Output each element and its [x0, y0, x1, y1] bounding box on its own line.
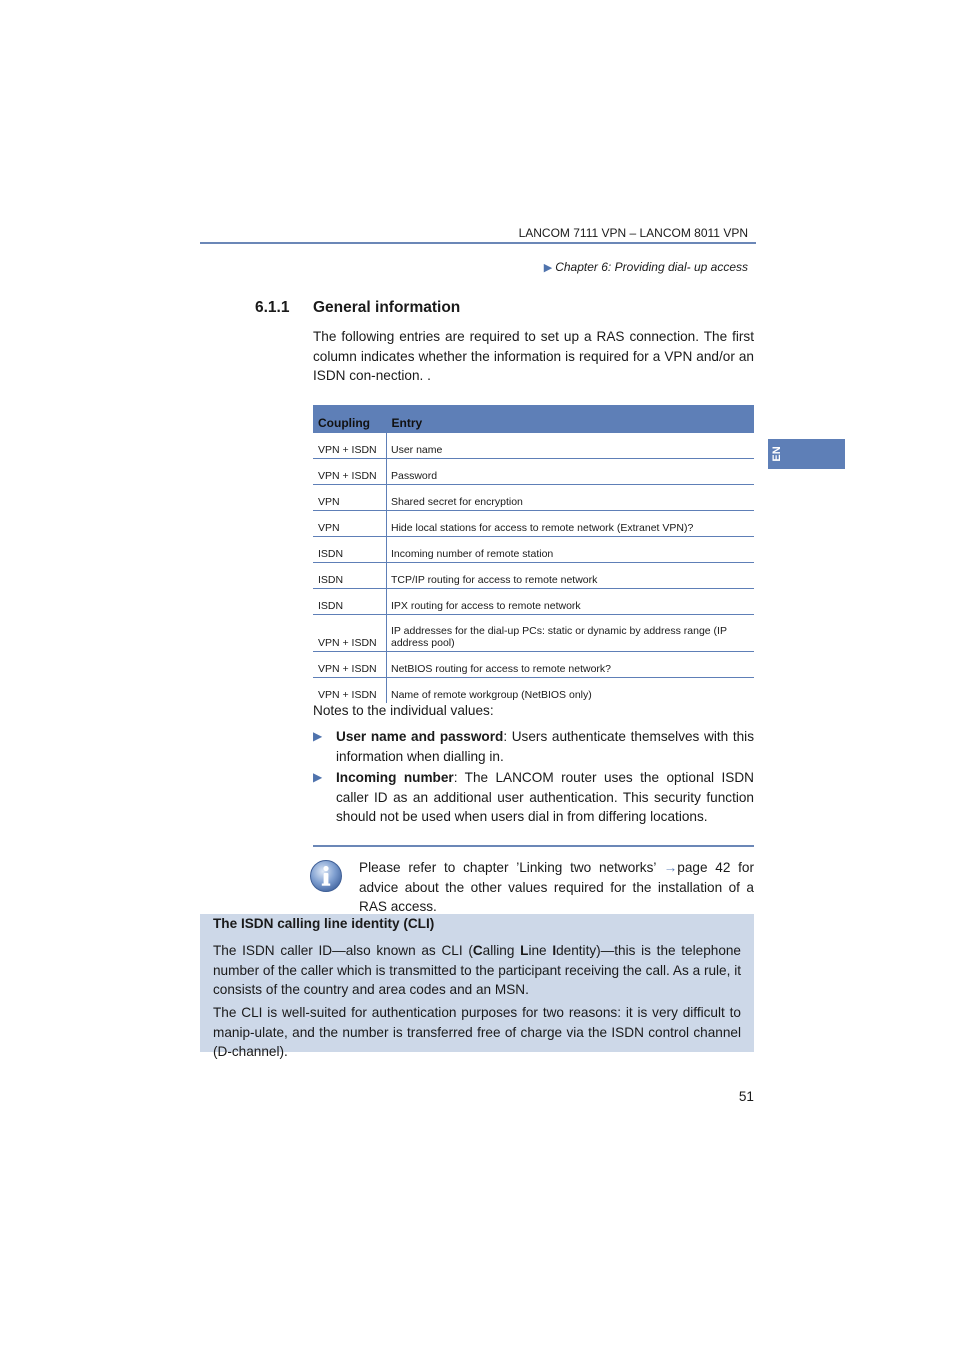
table-row: [313, 511, 754, 537]
info-text-before: Please refer to chapter ’Linking two networks’: [359, 860, 664, 875]
table-row: [313, 678, 754, 704]
table-row: [313, 563, 754, 589]
notes-label: Notes to the individual values:: [313, 703, 494, 718]
bullet-triangle-icon: ▶: [313, 729, 323, 743]
table-row: [313, 615, 754, 652]
table-row: [313, 652, 754, 678]
cli-acronym-letter: C: [472, 943, 483, 958]
cell-coupling: VPN: [313, 485, 387, 511]
table-row: [313, 589, 754, 615]
cell-entry: TCP/IP routing for access to remote network: [387, 563, 755, 589]
cell-entry: Password: [387, 459, 755, 485]
cell-entry: NetBIOS routing for access to remote network?: [387, 652, 755, 678]
section-number: 6.1.1: [255, 299, 290, 316]
cli-acronym-letter: I: [552, 943, 557, 958]
header-rule: [200, 242, 756, 244]
chapter-reference: [480, 260, 748, 274]
note-term: Incoming number: [336, 770, 454, 785]
cli-paragraph-2: The CLI is well-suited for authentication purposes for two reasons: it is very difficult to manip-ulate, and the number is transferred free of charge via the ISDN control channel (D-channel).: [213, 1005, 741, 1059]
info-icon: [309, 859, 343, 893]
table-row: [313, 485, 754, 511]
page-number: 51: [738, 1089, 754, 1104]
cli-paragraph-1: [213, 941, 741, 1000]
chapter-marker-icon: ▶: [543, 262, 553, 274]
ras-entries-table: [313, 405, 754, 703]
cell-entry: IPX routing for access to remote network: [387, 589, 755, 615]
table-row: [313, 433, 754, 459]
cli-text: dentity)—this is the telephone number of the caller which is transmitted to the participant receiving the call. As a rule, it consists of the country and area codes and an MSN.: [213, 943, 741, 997]
cell-coupling: VPN + ISDN: [313, 678, 387, 704]
cell-coupling: VPN + ISDN: [313, 652, 387, 678]
note-text: : The LANCOM router uses the optional ISDN caller ID as an additional user authentication. This security function should not be used when users dial in from differing locations.: [336, 770, 754, 824]
cli-acronym-letter: L: [520, 943, 529, 958]
column-header-entry: Entry: [387, 405, 755, 433]
column-header-coupling: Coupling: [313, 405, 387, 433]
cell-coupling: ISDN: [313, 589, 387, 615]
arrow-right-icon: →: [663, 860, 678, 875]
section-title: General information: [313, 299, 461, 316]
cell-entry: Incoming number of remote station: [387, 537, 755, 563]
info-rule: [313, 845, 754, 847]
table-header-row: [313, 405, 754, 433]
cell-coupling: VPN + ISDN: [313, 459, 387, 485]
cell-entry: Hide local stations for access to remote network (Extranet VPN)?: [387, 511, 755, 537]
cli-heading: The ISDN calling line identity (CLI): [213, 916, 435, 931]
cell-entry: Shared secret for encryption: [387, 485, 755, 511]
cell-coupling: VPN + ISDN: [313, 433, 387, 459]
running-header-title: LANCOM 7111 VPN – LANCOM 8011 VPN: [518, 226, 748, 240]
info-note: [359, 858, 754, 917]
cli-text: The ISDN caller ID—also known as CLI (: [213, 943, 473, 958]
bullet-triangle-icon: ▶: [313, 770, 323, 784]
cell-coupling: VPN: [313, 511, 387, 537]
cli-text: alling: [482, 943, 521, 958]
info-text-after: page 42 for advice about the other values required for the installation of a RAS access.: [359, 860, 755, 914]
note-term: User name and password: [336, 729, 504, 744]
table-row: [313, 537, 754, 563]
note-item: [313, 768, 754, 827]
cell-coupling: ISDN: [313, 537, 387, 563]
language-tab-label: EN: [771, 446, 783, 462]
cell-entry: User name: [387, 433, 755, 459]
cell-coupling: ISDN: [313, 563, 387, 589]
section-intro: The following entries are required to set up a RAS connection. The first column indicates whether the information is required for a VPN and/or an ISDN con-nection. .: [313, 329, 754, 383]
language-tab: [768, 439, 845, 469]
note-item: [313, 727, 754, 766]
cell-entry: IP addresses for the dial-up PCs: static or dynamic by address range (IP address pool): [387, 615, 755, 652]
note-text: : Users authenticate themselves with this information when dialling in.: [336, 729, 754, 764]
table-row: [313, 459, 754, 485]
cell-entry: Name of remote workgroup (NetBIOS only): [387, 678, 755, 704]
chapter-label: Chapter 6: Providing dial- up access: [555, 260, 748, 274]
cli-text: ine: [528, 943, 553, 958]
cell-coupling: VPN + ISDN: [313, 615, 387, 652]
